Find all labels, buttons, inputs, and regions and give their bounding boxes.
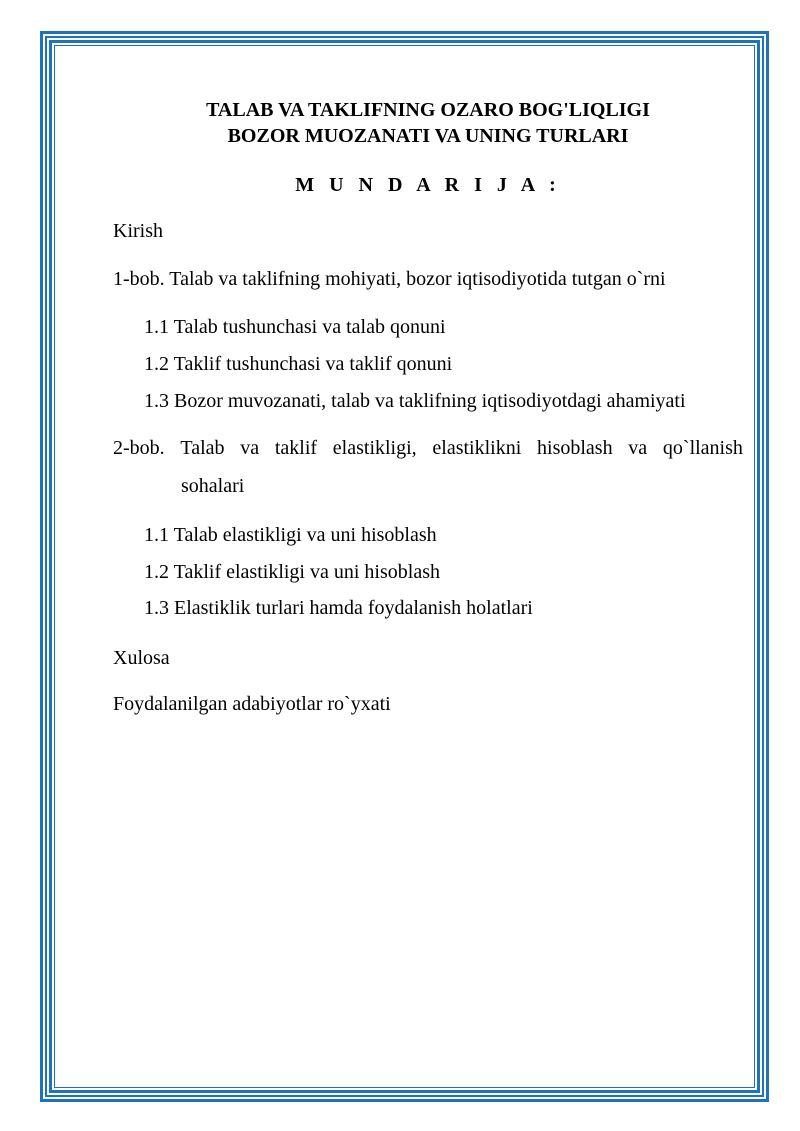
toc-chapter-2-section-1: 1.1 Talab elastikligi va uni hisoblash [144,524,437,546]
toc-chapter-2-word: va [628,437,648,459]
contents-heading: M U N D A R I J A : [295,174,561,196]
toc-chapter-1-section-1: 1.1 Talab tushunchasi va talab qonuni [144,316,446,338]
toc-chapter-2-word: elastikligi, [332,437,417,459]
toc-intro: Kirish [113,220,163,242]
toc-chapter-2-word: elastiklikni [432,437,522,459]
toc-chapter-2-word: hisoblash [537,437,613,459]
toc-chapter-1-section-2: 1.2 Taklif tushunchasi va taklif qonuni [144,353,453,375]
toc-conclusion: Xulosa [113,647,170,669]
toc-chapter-1-section-3: 1.3 Bozor muvozanati, talab va taklifning iqtisodiyotdagi ahamiyati [144,390,686,412]
toc-chapter-2-line-2: sohalari [181,475,245,497]
toc-chapter-2-section-2: 1.2 Taklif elastikligi va uni hisoblash [144,561,440,583]
toc-chapter-2-word: qo`llanish [662,437,743,459]
toc-chapter-2-word: 2-bob. [113,437,165,459]
toc-chapter-1: 1-bob. Talab va taklifning mohiyati, bozor iqtisodiyotida tutgan o`rni [113,268,666,290]
toc-chapter-2-word: Talab [180,437,225,459]
document-title-line-1: TALAB VA TAKLIFNING OZARO BOG'LIQLIGI [206,99,650,121]
document-title-line-2: BOZOR MUOZANATI VA UNING TURLARI [227,125,629,147]
toc-chapter-2 [113,436,743,498]
toc-chapter-2-word: va [240,437,260,459]
toc-chapter-2-section-3: 1.3 Elastiklik turlari hamda foydalanish holatlari [144,597,533,619]
toc-chapter-2-line-1 [113,436,743,460]
toc-references: Foydalanilgan adabiyotlar ro`yxati [113,693,391,715]
toc-chapter-2-word: taklif [274,437,318,459]
